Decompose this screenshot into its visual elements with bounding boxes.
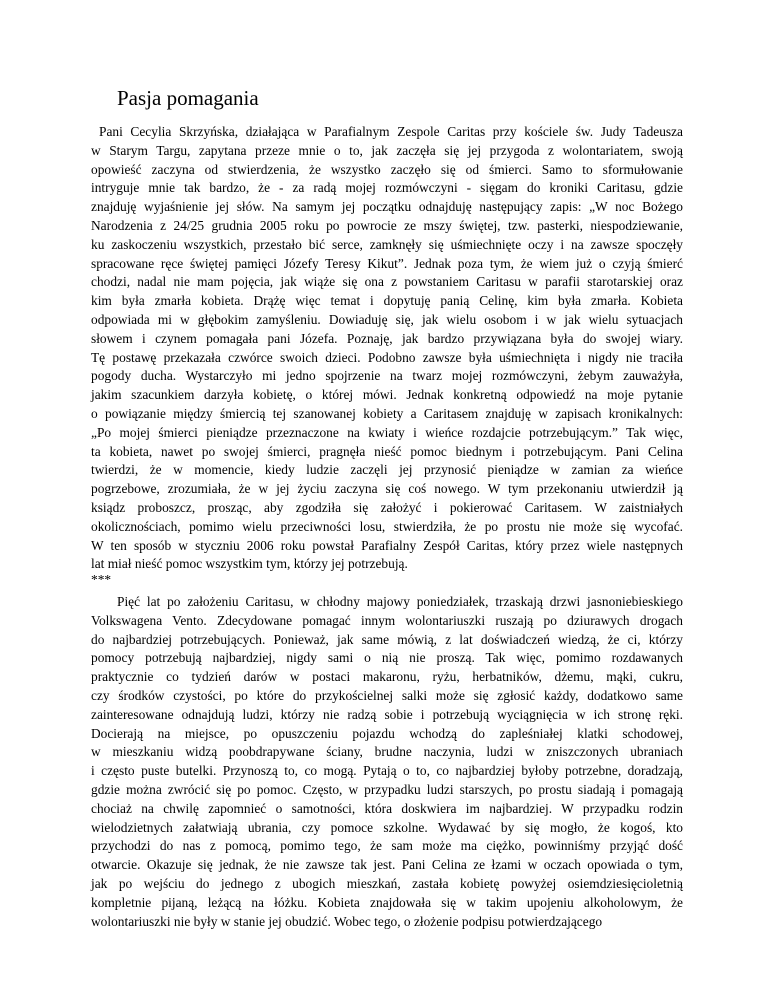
text-line: okolicznościach, pomimo wielu przeciwności losu, stwierdziła, że po prostu nie może się wycofać. bbox=[91, 518, 683, 534]
text-line: ku zaskoczeniu wszystkich, przestało bić serce, zamknęły się uśmiechnięte oczy i na zawsze spoczęły bbox=[91, 236, 683, 252]
text-line: Volkswagena Vento. Zdecydowane pomagać innym wolontariuszki ruszają po dziurawych drogach bbox=[91, 612, 683, 628]
text-line: praktycznie co tydzień darów w postaci makaronu, ryżu, herbatników, dżemu, mąki, cukru, bbox=[91, 669, 683, 685]
paragraph-2 bbox=[91, 593, 683, 931]
text-line: Tę postawę przekazała czwórce swoich dzieci. Podobno zawsze była uśmiechnięta i nigdy nie traciła bbox=[91, 349, 683, 365]
text-line: lat miał nieść pomoc wszystkim tym, którzy jej potrzebują. bbox=[91, 556, 408, 572]
text-line: chociaż na chwilę zapomnieć o samotności, która doskwiera im najbardziej. W przypadku rodzin bbox=[91, 800, 683, 816]
text-line: ta kobieta, nawet po swojej śmierci, pragnęła nieść pomoc biednym i potrzebującym. Pani Celina bbox=[91, 443, 683, 459]
text-line: słowem i czynem pomagała pani Józefa. Poznaję, jak bardzo przywiązana była do swojej wiary. bbox=[91, 330, 683, 346]
document-title: Pasja pomagania bbox=[117, 86, 259, 110]
text-line: otwarcie. Okazuje się jednak, że nie zawsze tak jest. Pani Celina ze łzami w oczach opowiada o tym, bbox=[91, 857, 683, 873]
text-line: chodzi, nadal nie mam pojęcia, jak wiąże się ona z powstaniem Caritasu w parafii starotarskiej oraz bbox=[91, 274, 683, 290]
text-line: twierdzi, że w momencie, kiedy ludzie zaczęli jej przynosić pieniądze w zamian za wieńce bbox=[91, 462, 683, 478]
text-line: Pięć lat po założeniu Caritasu, w chłodny majowy poniedziałek, trzaskają drzwi jasnoniebieskiego bbox=[117, 594, 683, 609]
text-line: pogrzebowe, zrozumiała, że w jej życiu zaczyna się coś nowego. W tym przekonaniu utwierdził ją bbox=[91, 481, 683, 497]
text-line: W ten sposób w styczniu 2006 roku powstał Parafialny Zespół Caritas, który przez wiele następnych bbox=[91, 537, 683, 553]
text-line: czy środków czystości, po które do przykościelnej salki może się zgłosić każdy, dodatkowo same bbox=[91, 687, 683, 703]
text-line: kompletnie pijaną, leżącą na łóżku. Kobieta znajdowała się w takim upojeniu alkoholowym, że bbox=[91, 894, 683, 910]
text-line: w Starym Targu, zapytana przeze mnie o to, jak zaczęła się jej przygoda z wolontariatem, swoją bbox=[91, 142, 683, 158]
text-line: w mieszkaniu widzą poobdrapywane ściany, brudne naczynia, ludzi w zniszczonych ubraniach bbox=[91, 744, 683, 760]
text-line: wolontariuszki nie były w stanie jej obudzić. Wobec tego, o złożenie podpisu potwierdzającego bbox=[91, 913, 603, 929]
section-separator: *** bbox=[91, 572, 112, 587]
text-line: „Po mojej śmierci pieniądze przeznaczone na kwiaty i wieńce rozdajcie potrzebującym.” Tak więc, bbox=[91, 424, 683, 440]
text-line: o powiązanie między śmiercią tej szanowanej kobiety a Caritasem znajduję w zapisach kronikalnych: bbox=[91, 405, 683, 421]
text-line: spracowane ręce świętej pamięci Józefy Teresy Kikut”. Jednak poza tym, że wiem już o czyją śmierć bbox=[91, 255, 683, 271]
text-line: opowieść zaczyna od stwierdzenia, że wszystko zaczęło się od śmierci. Samo to sformułowanie bbox=[91, 161, 683, 177]
text-line: jakim szacunkiem darzyła kobietę, o której mówi. Jednak konkretną odpowiedź na moje pytanie bbox=[91, 387, 683, 403]
text-line: wielodzietnych załatwiają ubrania, czy pomoce szkolne. Wydawać by się mogło, że kogoś, kto bbox=[91, 819, 683, 835]
text-line: i często puste butelki. Przynoszą to, co mogą. Pytają o to, co najbardziej byłoby potrzebne, doradzają, bbox=[91, 763, 683, 779]
text-line: znajduję wyjaśnienie jej słów. Na samym jej początku odnajduję następujący zapis: „W noc Bożego bbox=[91, 199, 683, 215]
paragraph-1 bbox=[91, 123, 683, 574]
text-line: do najbardziej potrzebujących. Ponieważ, jak same mówią, z lat doświadczeń wiedzą, że ci, którzy bbox=[91, 631, 683, 647]
text-line: intryguje mnie tak bardzo, że - za radą mojej rozmówczyni - sięgam do kroniki Caritasu, gdzie bbox=[91, 180, 683, 196]
text-line: odpowiada mi w głębokim zamyśleniu. Dowiaduję się, jak wielu osobom i w jak wielu sytuacjach bbox=[91, 311, 683, 327]
text-line: Narodzenia z 24/25 grudnia 2005 roku po powrocie ze mszy świętej, tzw. pasterki, niespodziewanie, bbox=[91, 217, 683, 233]
text-line: Pani Cecylia Skrzyńska, działająca w Parafialnym Zespole Caritas przy kościele św. Judy Tadeusza bbox=[99, 124, 683, 139]
text-line: przychodzi do nas z pomocą, pomimo tego, że sam może ma ciężko, powinniśmy przyjąć dość bbox=[91, 838, 683, 854]
text-line: kim była zmarła kobieta. Drążę więc temat i dopytuję panią Celinę, kim była zmarła. Kobieta bbox=[91, 293, 683, 309]
text-line: ksiądz proboszcz, prosząc, aby zgodziła się założyć i pokierować Caritasem. W zaistniałych bbox=[91, 499, 683, 515]
text-line: gdzie można zwrócić się po pomoc. Często, w przypadku ludzi starszych, po prostu siadają i pomagają bbox=[91, 781, 683, 797]
text-line: Docierają na miejsce, po opuszczeniu pojazdu wchodzą do zapleśniałej klatki schodowej, bbox=[91, 725, 683, 741]
text-line: pogody ducha. Wystarczyło mi jedno spojrzenie na twarz mojej rozmówczyni, żebym zauważyła, bbox=[91, 368, 683, 384]
text-line: jak po wejściu do jednego z ubogich mieszkań, zastała kobietę powyżej osiemdziesięcioletnią bbox=[91, 875, 683, 891]
text-line: pomocy potrzebują najbardziej, nigdy sami o nią nie proszą. Tak więc, pomimo rozdawanych bbox=[91, 650, 683, 666]
text-line: zainteresowane odnajdują ludzi, którzy nie radzą sobie i potrzebują wyciągnięcia w ich stronę ręki. bbox=[91, 706, 683, 722]
